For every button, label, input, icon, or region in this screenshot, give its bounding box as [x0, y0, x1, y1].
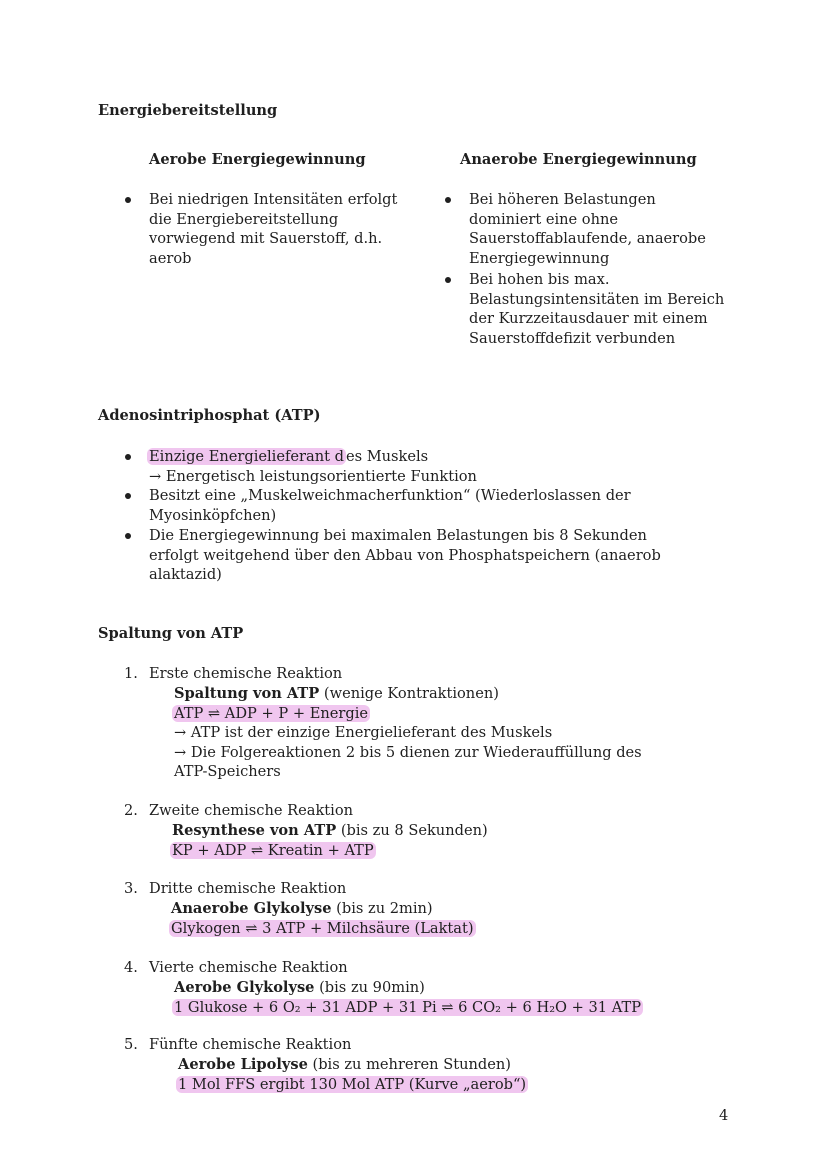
- reaction-body-1: [174, 684, 694, 782]
- reaction-detail: (bis zu mehreren Stunden): [307, 1056, 511, 1073]
- reaction-number: 5.: [124, 1036, 138, 1053]
- reaction-item-3: [124, 879, 347, 899]
- column-title-aerob: Aerobe Energiegewinnung: [149, 151, 366, 168]
- reaction-label: Erste chemische Reaktion: [149, 665, 343, 682]
- anaerob-bullet-2: Bei hohen bis max. Belastungsintensitäten im Bereich der Kurzzeitausdauer mit einem Sauerstoffdefizit verbunden: [469, 270, 731, 348]
- section-title-spaltung: Spaltung von ATP: [98, 625, 244, 642]
- reaction-formula-line: [171, 919, 476, 939]
- column-title-anaerob: Anaerobe Energiegewinnung: [460, 151, 697, 168]
- reaction-title-line: [174, 978, 643, 998]
- reaction-label: Vierte chemische Reaktion: [149, 959, 348, 976]
- reaction-formula: KP + ADP ⇌ Kreatin + ATP: [172, 841, 374, 859]
- reaction-formula: ATP ⇌ ADP + P + Energie: [174, 704, 369, 722]
- reaction-formula: Glykogen ⇌ 3 ATP + Milchsäure (Laktat): [171, 919, 474, 937]
- reaction-title: Anaerobe Glykolyse: [171, 900, 332, 917]
- atp-bullet-1-arrow: → Energetisch leistungsorientierte Funktion: [149, 467, 477, 485]
- page-number: 4: [719, 1107, 729, 1124]
- reaction-formula-line: [174, 704, 694, 724]
- atp-bullet-1-highlight: Einzige Energielieferant d: [149, 448, 344, 465]
- reaction-formula: 1 Glukose + 6 O₂ + 31 ADP + 31 Pi ⇌ 6 CO₂ + 6 H₂O + 31 ATP: [174, 998, 642, 1016]
- reaction-number: 4.: [124, 959, 138, 976]
- reaction-formula-line: [174, 998, 643, 1018]
- reaction-body-2: [172, 821, 488, 860]
- anaerob-bullet-1: Bei höheren Belastungen dominiert eine ohne Sauerstoffablaufende, anaerobe Energiegewinnung: [469, 190, 731, 268]
- reaction-title-line: [172, 821, 488, 841]
- reaction-title: Spaltung von ATP: [174, 685, 320, 702]
- aerob-bullet-1: Bei niedrigen Intensitäten erfolgt die Energiebereitstellung vorwiegend mit Sauerstoff, d.h. aerob: [149, 190, 411, 268]
- reaction-note-1: → ATP ist der einzige Energielieferant des Muskels: [174, 724, 553, 742]
- reaction-label: Fünfte chemische Reaktion: [149, 1036, 352, 1053]
- atp-bullet-1: [149, 447, 709, 486]
- section-title-energiebereitstellung: Energiebereitstellung: [98, 102, 278, 119]
- reaction-title-line: [171, 899, 476, 919]
- reaction-title-line: [178, 1055, 528, 1075]
- reaction-formula: 1 Mol FFS ergibt 130 Mol ATP (Kurve „aerob“): [178, 1075, 527, 1093]
- reaction-title-line: [174, 684, 694, 704]
- reaction-label: Zweite chemische Reaktion: [149, 802, 354, 819]
- reaction-item-4: [124, 958, 348, 978]
- reaction-label: Dritte chemische Reaktion: [149, 880, 347, 897]
- atp-bullet-1-rest: es Muskels: [345, 448, 429, 465]
- atp-bullet-2: Besitzt eine „Muskelweichmacherfunktion“ (Wiederloslassen der Myosinköpfchen): [149, 486, 669, 525]
- reaction-title: Aerobe Lipolyse: [178, 1056, 308, 1073]
- reaction-formula-line: [178, 1075, 528, 1095]
- reaction-formula-line: [172, 841, 488, 861]
- reaction-note-2: → Die Folgereaktionen 2 bis 5 dienen zur Wiederauffüllung des ATP-Speichers: [174, 743, 642, 781]
- reaction-title: Aerobe Glykolyse: [174, 979, 315, 996]
- reaction-body-4: [174, 978, 643, 1017]
- section-title-atp: Adenosintriphosphat (ATP): [98, 407, 321, 424]
- reaction-detail: (wenige Kontraktionen): [319, 685, 499, 702]
- reaction-item-5: [124, 1035, 352, 1055]
- reaction-body-5: [178, 1055, 528, 1094]
- reaction-number: 2.: [124, 802, 138, 819]
- reaction-number: 3.: [124, 880, 138, 897]
- reaction-detail: (bis zu 2min): [331, 900, 433, 917]
- reaction-item-2: [124, 801, 354, 821]
- reaction-item-1: [124, 664, 343, 684]
- reaction-title: Resynthese von ATP: [172, 822, 337, 839]
- atp-bullet-3: Die Energiegewinnung bei maximalen Belastungen bis 8 Sekunden erfolgt weitgehend über den Abbau von Phosphatspeichern (anaerob alaktazid): [149, 526, 689, 585]
- reaction-body-3: [171, 899, 476, 938]
- reaction-detail: (bis zu 90min): [314, 979, 425, 996]
- reaction-detail: (bis zu 8 Sekunden): [336, 822, 488, 839]
- reaction-number: 1.: [124, 665, 138, 682]
